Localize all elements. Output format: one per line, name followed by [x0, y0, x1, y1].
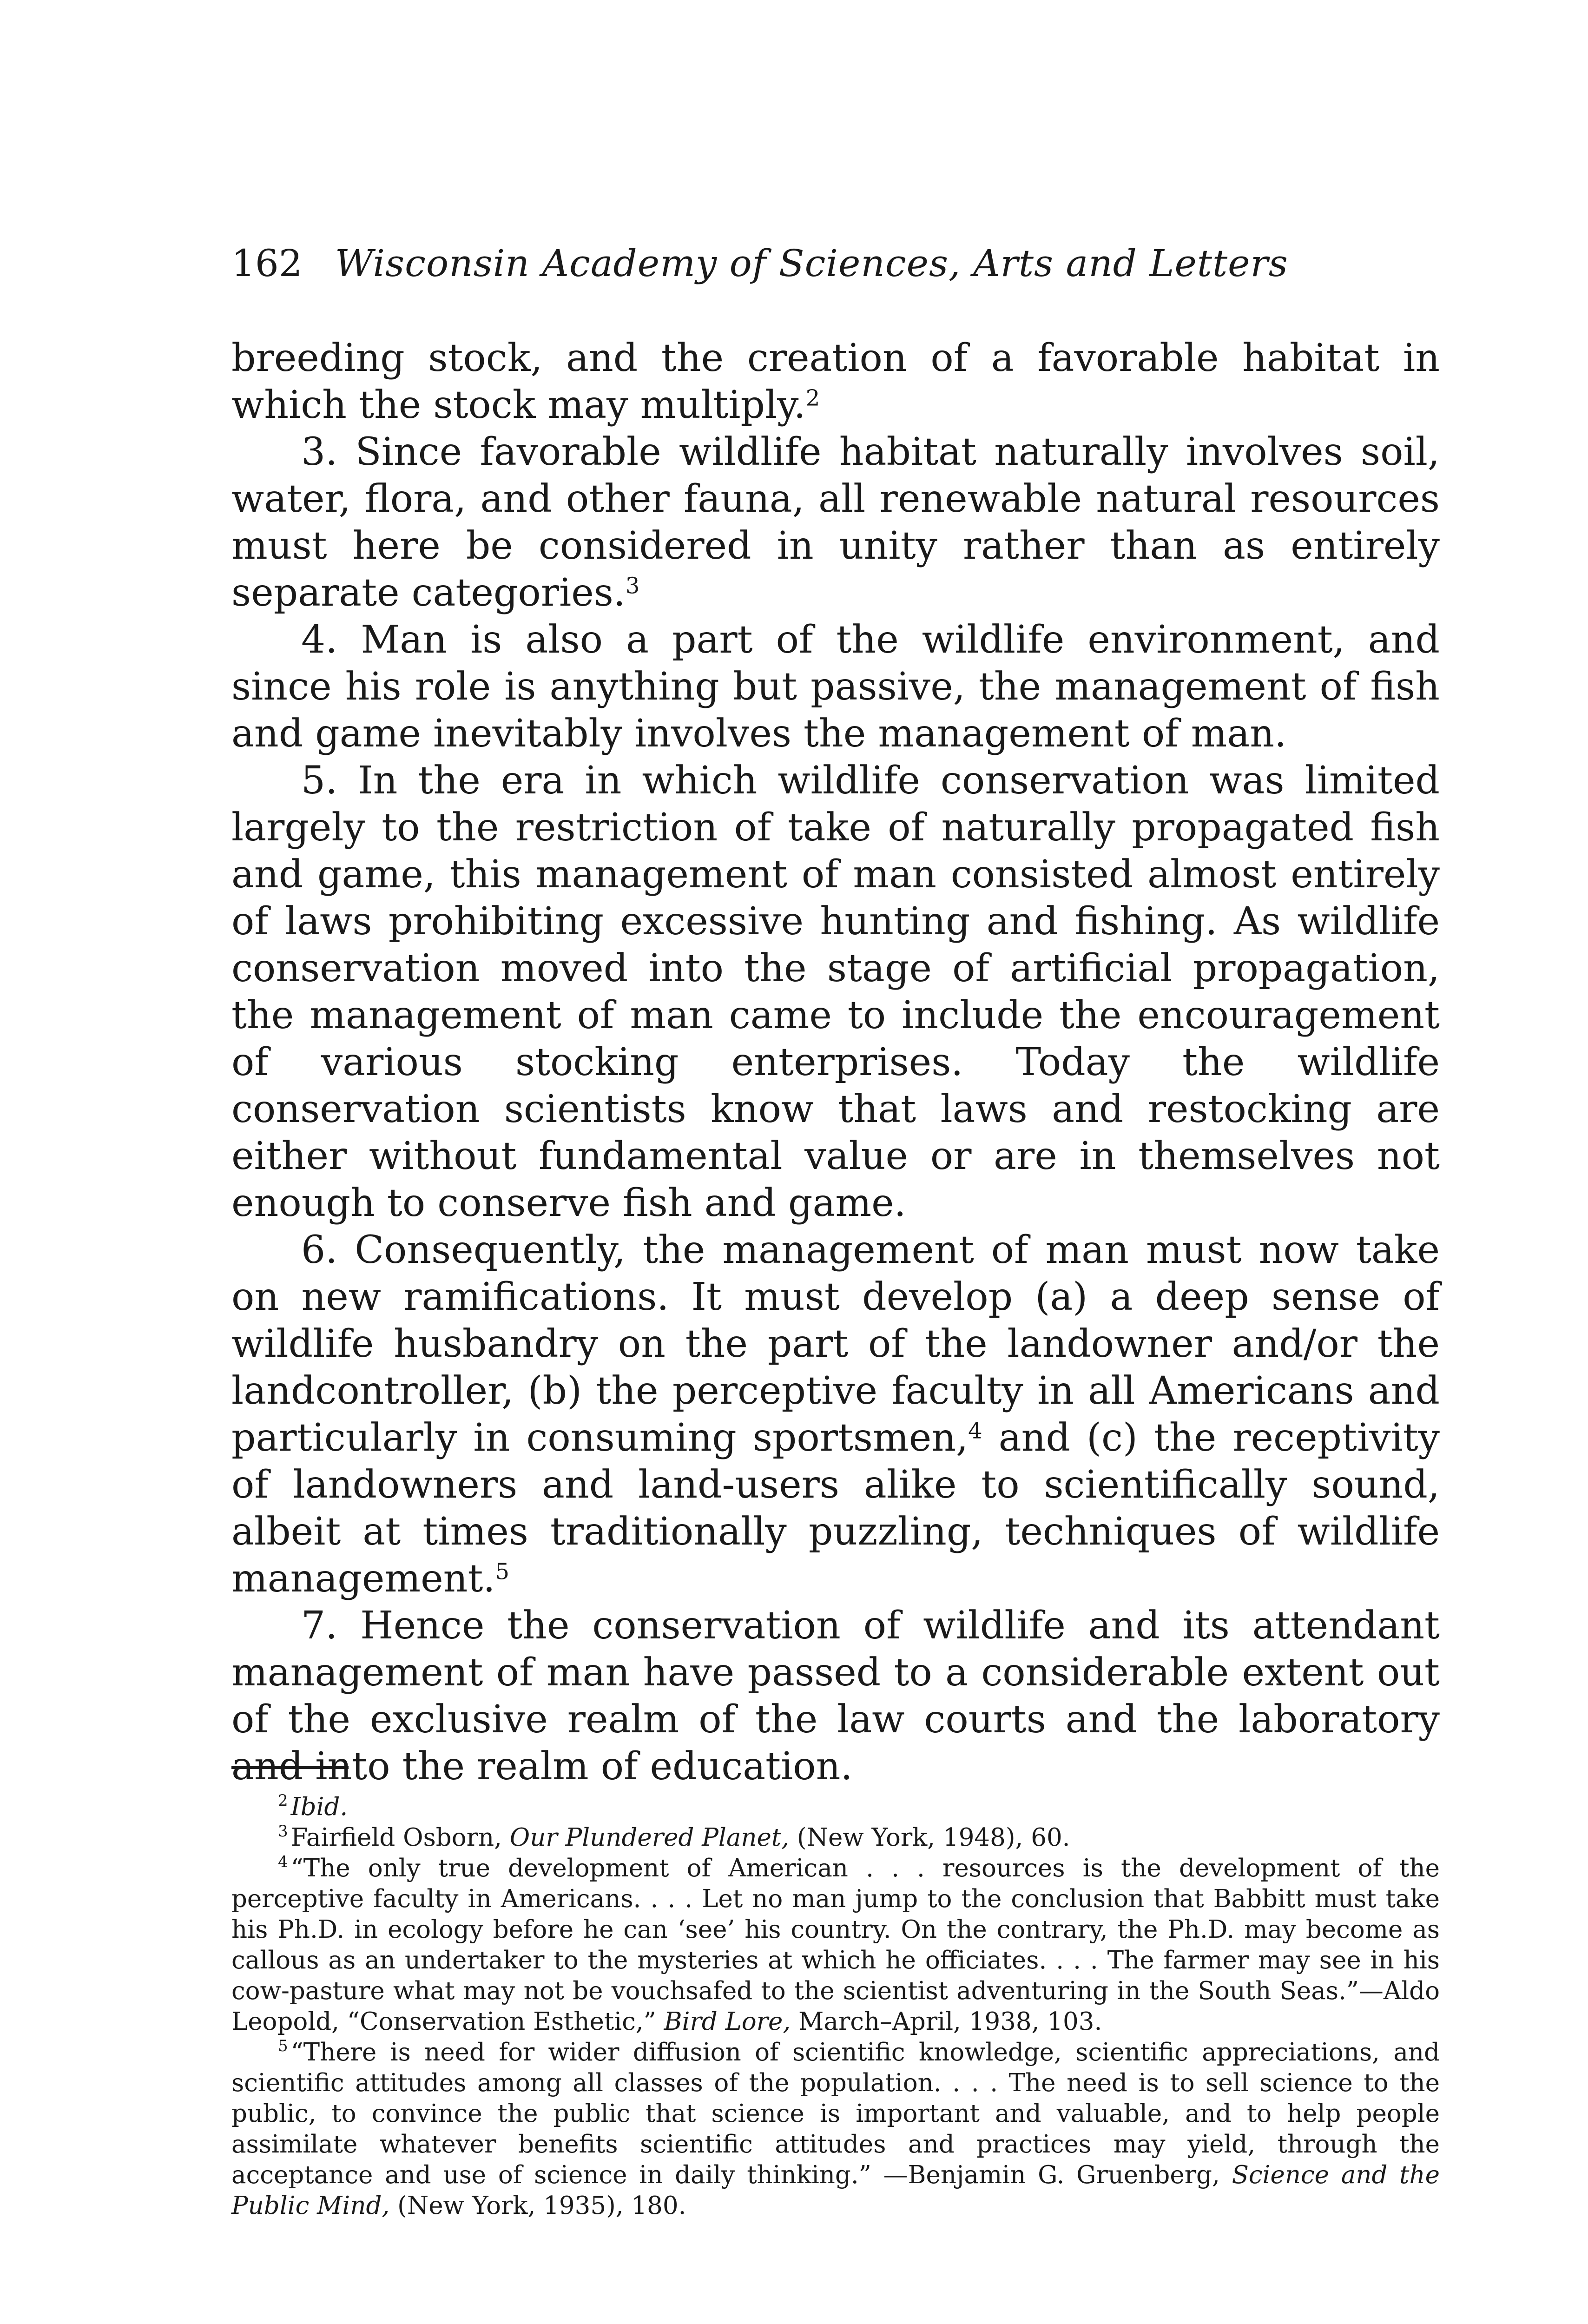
running-head [231, 238, 1356, 289]
paragraph-text: 4. Man is also a part of the wildlife environment, and since his role is anything but passive, the management of fish and game inevitably involves the management of man. [231, 618, 1440, 756]
journal-title: Wisconsin Academy of Sciences, Arts and Letters [335, 242, 1288, 285]
footnote-text: (New York, 1935), 180. [389, 2192, 686, 2220]
footnote-italic: Ibid. [290, 1793, 348, 1821]
footnote-ref: 2 [805, 385, 820, 411]
footnote-mark: 4 [278, 1852, 288, 1871]
footnote-italic: Bird Lore, [664, 2007, 791, 2036]
footnote-italic: Science and the Public Mind, [231, 2161, 1440, 2220]
footnotes [231, 1792, 1440, 2221]
footnote-5 [231, 2037, 1440, 2221]
footnote-text: Fairfield Osborn, [290, 1823, 510, 1852]
footnote-italic: Our Plundered Planet, [509, 1823, 790, 1852]
footnote-2 [231, 1792, 1440, 1822]
footnote-divider [231, 1766, 349, 1769]
paragraph-text: breeding stock, and the creation of a favorable habitat in which the stock may multiply. [231, 336, 1440, 427]
numbered-paragraph-5 [231, 757, 1440, 1227]
paragraph-text: 3. Since favorable wildlife habitat naturally involves soil, water, flora, and other fauna, all renewable natural resources must here be considered in unity rather than as entirely separate categories. [231, 430, 1440, 615]
footnote-mark: 2 [278, 1791, 288, 1810]
footnote-text: “There is need for wider diffusion of scientific knowledge, scientific appreciations, and scientific attitudes among all classes of the population. . . . The need is to sell science to the public, to convince the public that science is important and valuable, and to help people assimilate whatever benefits scientific attitudes and practices may yield, through the acceptance and use of science in daily thinking.” —Benjamin G. Gruenberg, [231, 2038, 1440, 2189]
footnote-text: March–April, 1938, 103. [791, 2007, 1102, 2036]
paragraph-text: 5. In the era in which wildlife conservation was limited largely to the restriction of take of naturally propagated fish and game, this management of man consisted almost entirely of laws prohibiting excessive hunting and fishing. As wildlife conservation moved into the stage of artificial propagation, the management of man came to include the encouragement of various stocking enterprises. Today the wildlife conservation scientists know that laws and restocking are either without fundamental value or are in themselves not enough to conserve fish and game. [231, 759, 1440, 1225]
body-text [231, 335, 1440, 1790]
footnote-ref: 5 [495, 1558, 510, 1585]
footnote-3 [231, 1822, 1440, 1853]
numbered-paragraph-6 [231, 1227, 1440, 1602]
footnote-4 [231, 1853, 1440, 2037]
footnote-text: “The only true development of American . . . resources is the development of the perceptive faculty in Americans. . . . Let no man jump to the conclusion that Babbitt must take his Ph.D. in ecology before he can ‘see’ his country. On the contrary, the Ph.D. may become as callous as an undertaker to the mysteries at which he officiates. . . . The farmer may see in his cow-pasture what may not be vouchsafed to the scientist adventuring in the South Seas.”—Aldo Leopold, “Conservation Esthetic,” [231, 1854, 1440, 2036]
numbered-paragraph-4 [231, 616, 1440, 757]
paragraph-text: 6. Consequently, the management of man must now take on new ramifications. It must develop (a) a deep sense of wildlife husbandry on the part of the landowner and/or the landcontroller, (b) the perceptive faculty in all Americans and particularly in consuming sportsmen, [231, 1228, 1440, 1460]
footnote-mark: 5 [278, 2036, 288, 2055]
numbered-paragraph-7 [231, 1602, 1440, 1790]
paragraph-text: and (c) the receptivity of landowners and land-users alike to scientifically sound, albeit at times traditionally puzzling, techniques of wildlife management. [231, 1416, 1440, 1601]
footnote-text: (New York, 1948), 60. [789, 1823, 1070, 1852]
paragraph-text: 7. Hence the conservation of wildlife and its attendant management of man have passed to a considerable extent out of the exclusive realm of the law courts and the laboratory and into the realm of education. [231, 1604, 1440, 1789]
continued-paragraph [231, 335, 1440, 429]
numbered-paragraph-3 [231, 429, 1440, 616]
page-number: 162 [231, 242, 303, 285]
footnote-ref: 3 [625, 573, 640, 599]
footnote-mark: 3 [278, 1822, 288, 1841]
footnote-ref: 4 [968, 1418, 982, 1444]
